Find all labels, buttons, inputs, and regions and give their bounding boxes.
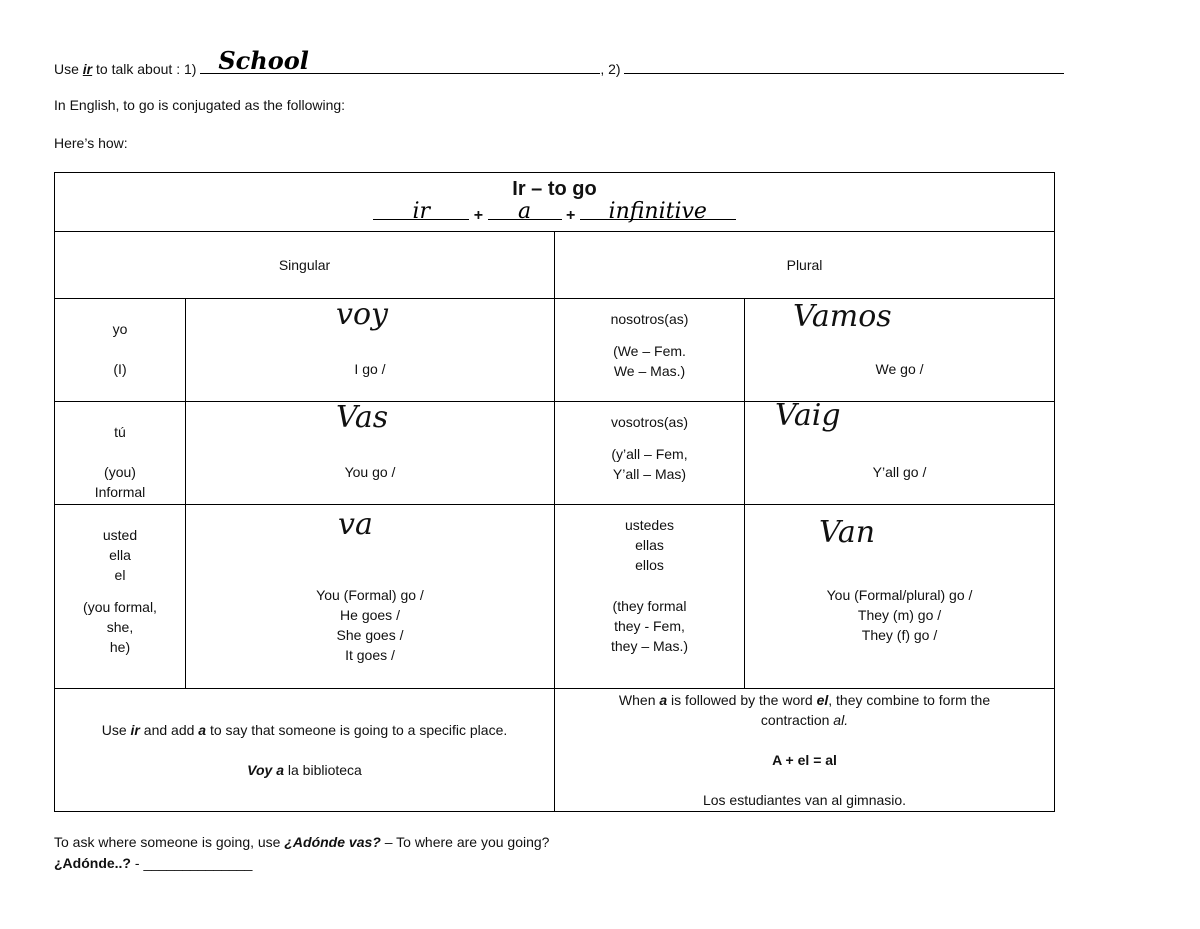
pronoun-ustedes-cell <box>555 505 745 688</box>
english-lines <box>745 585 1054 645</box>
example-emphasis: Voy a <box>247 761 284 778</box>
note-emphasis-a: a <box>659 691 668 708</box>
pronoun-line: he) <box>109 639 131 656</box>
pronoun-line: they - Fem, <box>614 618 685 635</box>
intro-line-1 <box>54 46 1064 77</box>
note-text: , they combine to form the <box>828 691 991 708</box>
english-line: We go / <box>875 361 924 378</box>
formula-plus-2: + <box>561 207 580 225</box>
pronoun-usted-cell <box>55 505 186 688</box>
intro-line-2: In English, to go is conjugated as the following: <box>54 97 346 113</box>
formula-line <box>55 201 1054 227</box>
verb-cell-usted[interactable] <box>186 505 555 688</box>
footer-question: ¿Adónde vas? <box>284 834 381 850</box>
english-line: Y’all go / <box>872 464 927 481</box>
verb-cell-ustedes[interactable] <box>745 505 1055 688</box>
english-line: He goes / <box>340 607 400 624</box>
note-emphasis-ir: ir <box>130 721 140 738</box>
ir-emphasis: ir <box>82 61 93 77</box>
contraction-formula: A + el = al <box>772 751 837 768</box>
pronoun-line: ellas <box>635 537 664 554</box>
table-title-cell <box>55 173 1055 232</box>
english-line: They (f) go / <box>861 627 938 644</box>
formula-answer-2: a <box>517 199 532 225</box>
verb-cell-nosotros[interactable] <box>745 299 1055 402</box>
english-lines <box>186 585 554 665</box>
footer-line-2 <box>54 855 252 871</box>
pronoun-line: tú <box>114 424 126 441</box>
pronoun-line: they – Mas.) <box>610 638 689 655</box>
note-right-cell <box>555 688 1055 811</box>
pronoun-vosotros-cell <box>555 402 745 505</box>
pronoun-line: vosotros(as) <box>610 414 689 431</box>
note-text: and add <box>139 721 199 738</box>
footer-question-short: ¿Adónde..? <box>54 855 131 871</box>
handwritten-answer: Van <box>819 515 876 551</box>
pronoun-line: ella <box>109 547 131 564</box>
formula-answer-1: ir <box>412 199 431 225</box>
pronoun-line: We – Mas.) <box>613 363 686 380</box>
singular-header: Singular <box>55 232 555 299</box>
note-left-example <box>55 760 554 780</box>
note-emphasis-el: el <box>816 691 829 708</box>
english-line: I go / <box>354 361 386 378</box>
pronoun-nosotros-cell <box>555 299 745 402</box>
formula-blank-3[interactable] <box>580 199 736 225</box>
note-text: Use <box>101 721 131 738</box>
conjugation-table <box>54 172 1055 812</box>
note-text: contraction <box>760 711 834 728</box>
intro-sep-text: , 2) <box>600 61 625 77</box>
formula-answer-3: infinitive <box>608 199 707 225</box>
footer-text: – To where are you going? <box>380 834 550 850</box>
table-title: Ir – to go <box>512 178 597 201</box>
handwritten-answer: voy <box>336 297 388 333</box>
pronoun-line: ustedes <box>624 517 675 534</box>
pronoun-tu-cell <box>55 402 186 505</box>
english-line: She goes / <box>336 627 404 644</box>
pronoun-line: (We – Fem. <box>613 343 686 360</box>
intro-talk-about-text: to talk about : 1) <box>92 61 201 77</box>
english-line: You (Formal) go / <box>316 587 424 604</box>
note-text: to say that someone is going to a specific place. <box>206 721 508 738</box>
note-emphasis-al: al. <box>833 711 849 728</box>
english-line: It goes / <box>345 647 395 664</box>
handwritten-answer: Vaig <box>775 398 841 434</box>
note-text: When <box>618 691 660 708</box>
pronoun-line: usted <box>102 527 138 544</box>
handwritten-answer: Vamos <box>793 299 892 335</box>
pronoun-line: (you) <box>104 464 136 481</box>
note-text: is followed by the word <box>667 691 817 708</box>
note-right-rule <box>555 690 1054 710</box>
intro-use-text: Use <box>54 61 83 77</box>
handwritten-answer: va <box>338 507 373 543</box>
intro-line-3: Here’s how: <box>54 135 128 151</box>
example-text: la biblioteca <box>284 761 362 778</box>
footer-text: To ask where someone is going, use <box>54 834 285 850</box>
handwritten-answer: Vas <box>336 400 389 436</box>
note-right-example: Los estudiantes van al gimnasio. <box>702 791 907 808</box>
answer-1-handwriting: School <box>218 46 309 75</box>
plural-header: Plural <box>555 232 1055 299</box>
note-right-rule-2 <box>555 710 1054 730</box>
note-left-cell <box>55 688 555 811</box>
note-left-rule <box>55 720 554 740</box>
note-emphasis-a: a <box>198 721 207 738</box>
pronoun-line: (y’all – Fem, <box>611 446 688 463</box>
formula-plus-1: + <box>469 207 488 225</box>
pronoun-line: Informal <box>94 484 146 501</box>
pronoun-line: yo <box>112 321 128 338</box>
footer-line-1 <box>54 834 549 850</box>
formula-blank-2[interactable] <box>488 199 562 225</box>
pronoun-line: (you formal, <box>83 599 157 616</box>
answer-blank-1[interactable] <box>200 46 600 75</box>
verb-cell-yo[interactable] <box>186 299 555 402</box>
english-line: You go / <box>344 464 396 481</box>
pronoun-line: she, <box>106 619 134 636</box>
pronoun-line: el <box>114 567 126 584</box>
answer-blank-2[interactable] <box>624 59 1064 74</box>
footer-answer-blank[interactable]: - ______________ <box>131 855 253 871</box>
pronoun-line: ellos <box>635 557 664 574</box>
pronoun-line: (they formal <box>612 598 687 615</box>
pronoun-line: Y’all – Mas) <box>612 466 687 483</box>
pronoun-line: nosotros(as) <box>610 311 689 328</box>
english-line: You (Formal/plural) go / <box>826 587 973 604</box>
english-line: They (m) go / <box>857 607 942 624</box>
formula-blank-1[interactable] <box>373 199 469 225</box>
verb-cell-vosotros[interactable] <box>745 398 1055 505</box>
verb-cell-tu[interactable] <box>186 402 555 505</box>
pronoun-line: (I) <box>113 361 127 378</box>
pronoun-yo-cell <box>55 299 186 402</box>
